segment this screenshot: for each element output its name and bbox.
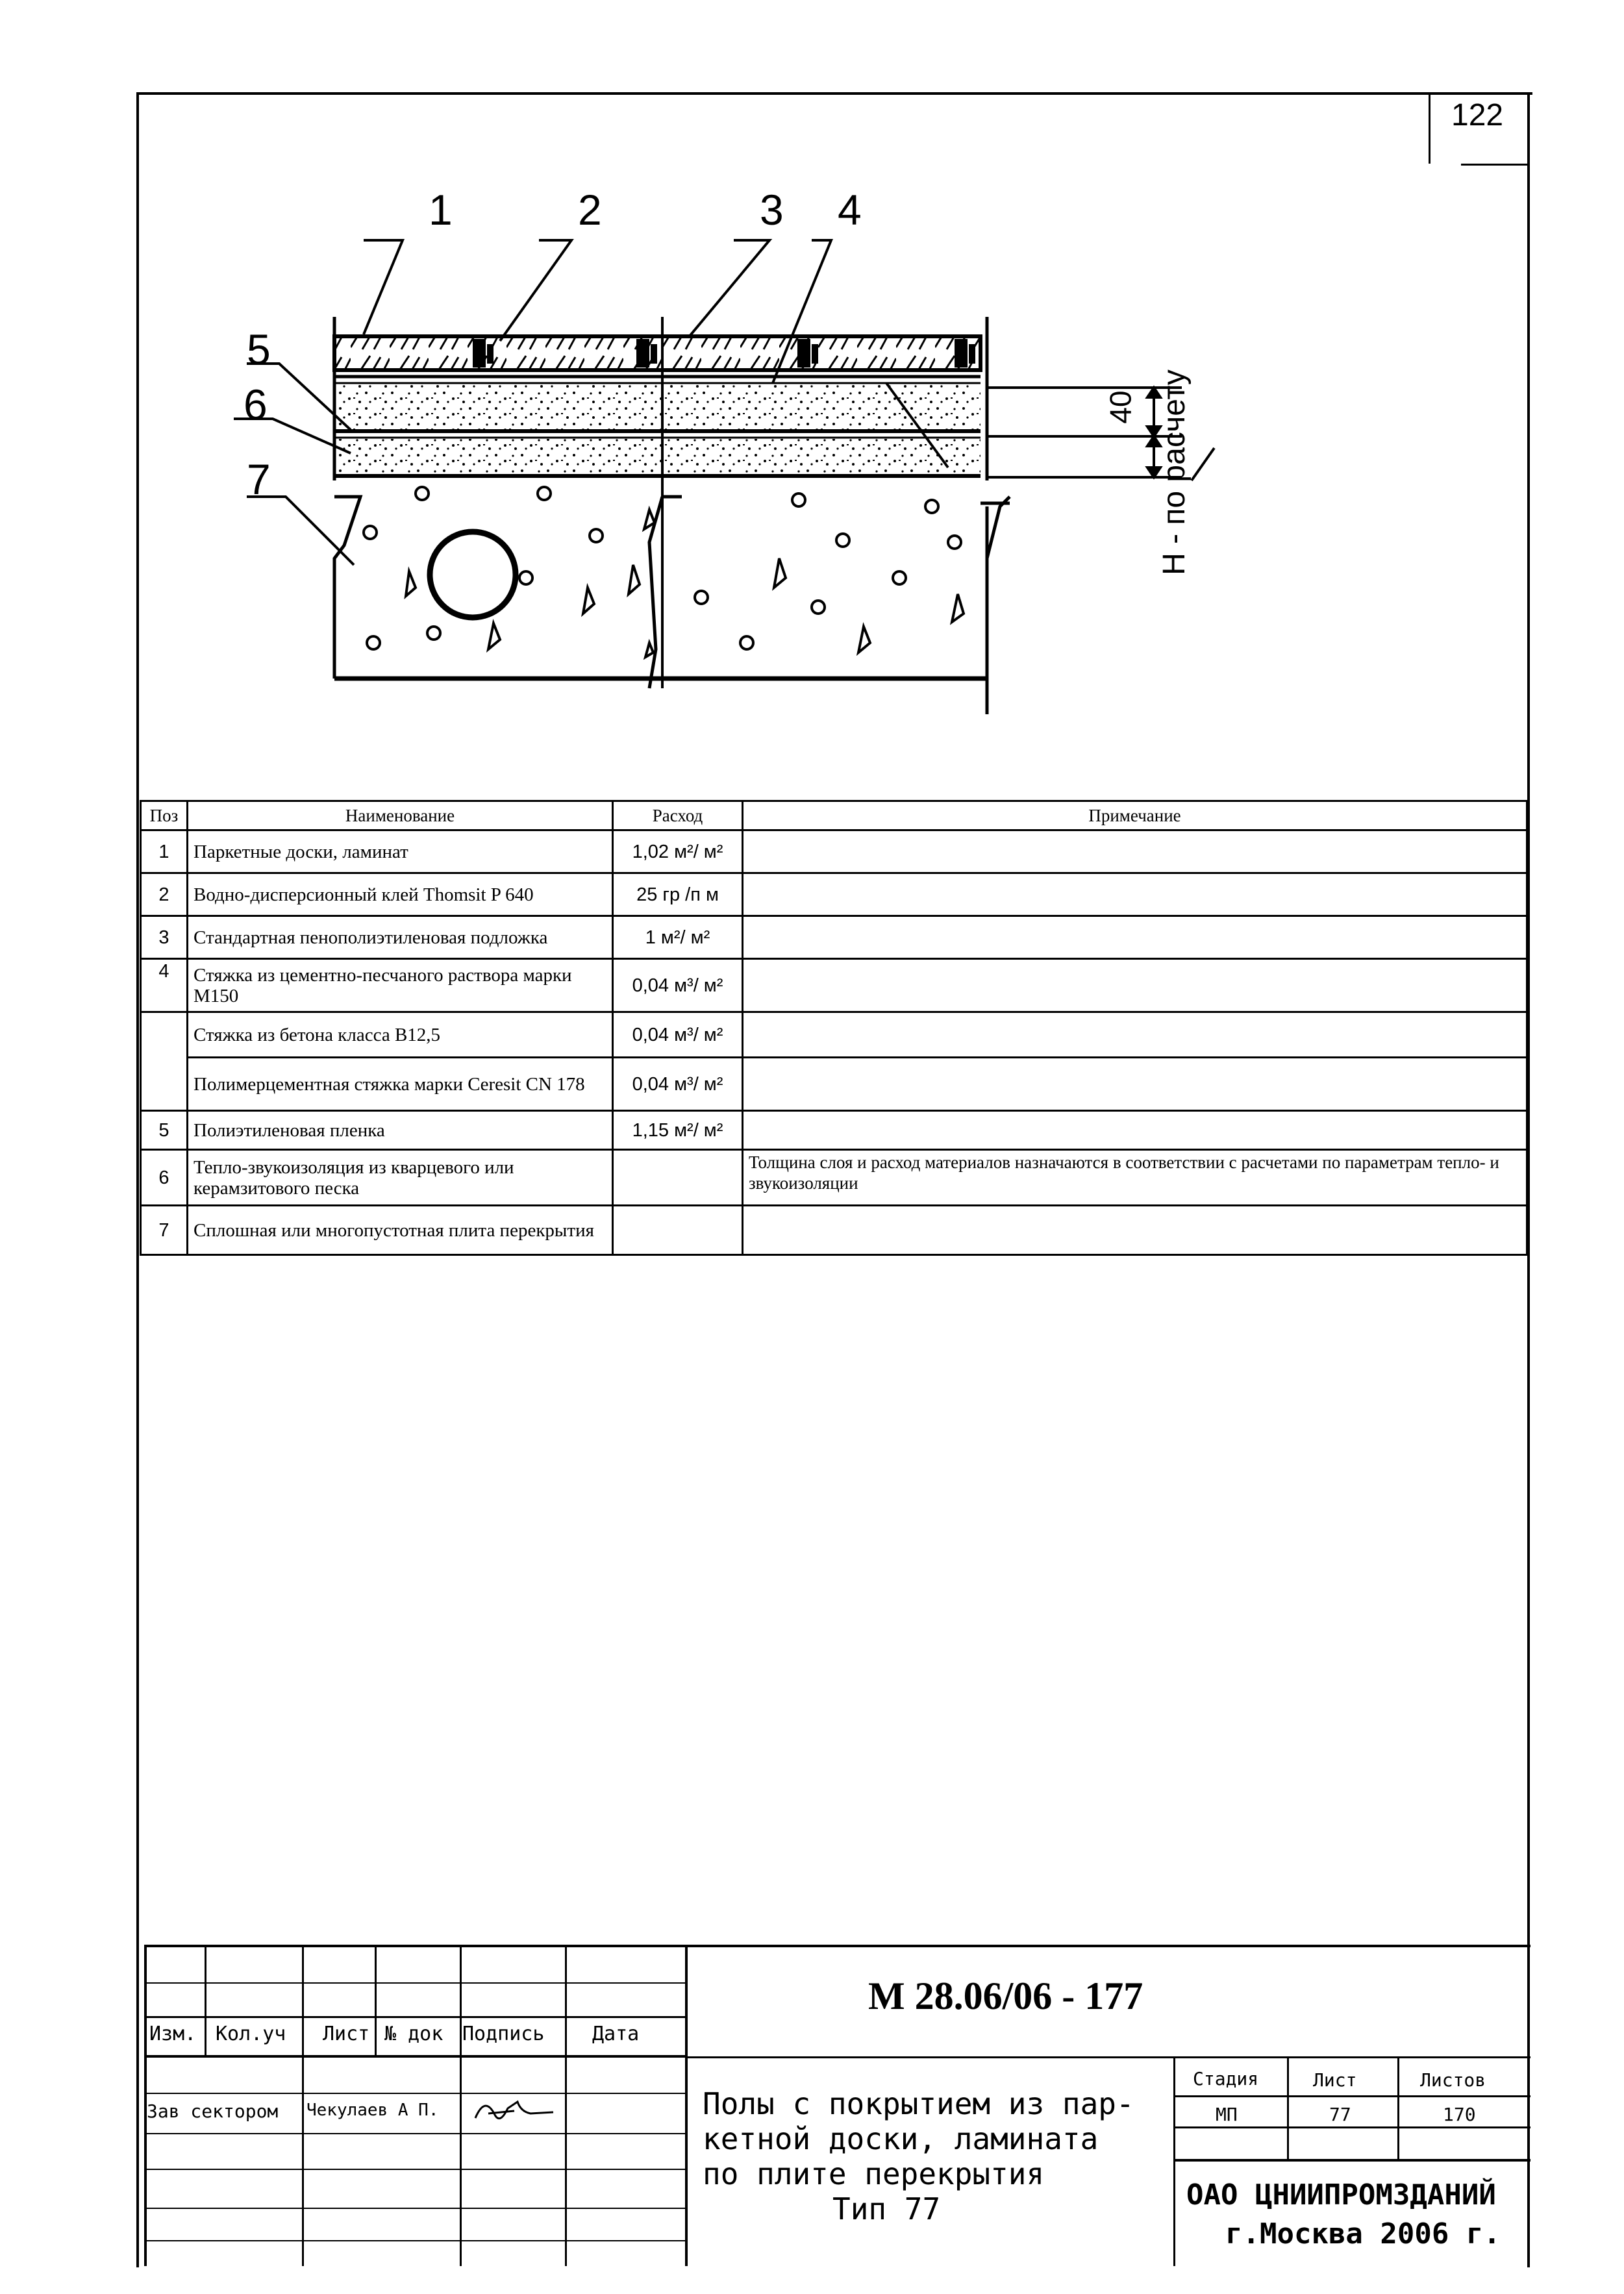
stage-header: Стадия	[1193, 2068, 1259, 2089]
col-header-doc: № док	[384, 2023, 443, 2045]
sheet-value: 77	[1329, 2104, 1351, 2125]
slab-outline	[334, 497, 1010, 714]
table-row: 1 Паркетные доски, ламинат 1,02 м²/ м²	[141, 830, 1527, 873]
sheets-value: 170	[1443, 2104, 1476, 2125]
table-row: 7 Сплошная или многопустотная плита перекрытия	[141, 1206, 1527, 1255]
table-row: 2 Водно-дисперсионный клей Thomsit P 640 25 гр /п м	[141, 873, 1527, 916]
floor-section-drawing	[0, 0, 1624, 747]
organization: ОАО ЦНИИПРОМЗДАНИЙ	[1186, 2178, 1496, 2212]
role-label: Зав сектором	[147, 2101, 279, 2122]
title-line-2: кетной доски, ламината	[703, 2121, 1099, 2156]
table-row: 6 Тепло-звукоизоляция из кварцевого или керамзитового песка Толщина слоя и расход материалов назначаются в соответствии с расчетами по параметрам тепло- и звукоизоляции	[141, 1150, 1527, 1206]
insulation-layer	[334, 439, 981, 475]
col-note-header: Примечание	[743, 801, 1527, 830]
callout-2: 2	[578, 186, 602, 234]
sheets-header: Листов	[1420, 2069, 1486, 2091]
doc-code: М 28.06/06 - 177	[868, 1975, 1143, 2017]
callout-6: 6	[244, 380, 268, 429]
col-header-signature: Подпись	[462, 2023, 545, 2045]
dimension-label: 40	[1103, 390, 1138, 424]
col-header-kolUch: Кол.уч	[216, 2023, 286, 2045]
col-header-date: Дата	[592, 2023, 640, 2045]
title-line-4: Тип 77	[832, 2191, 941, 2226]
sheet-number: 122	[1451, 98, 1504, 132]
title-line-1: Полы с покрытием из пар-	[703, 2086, 1134, 2121]
person-name: Чекулаев А П.	[306, 2101, 439, 2120]
table-row: Стяжка из бетона класса В12,5 0,04 м³/ м²	[141, 1012, 1527, 1058]
callout-7: 7	[247, 455, 271, 503]
title-block	[144, 1945, 1530, 2266]
table-row: 4 Стяжка из цементно-песчаного раствора марки М150 0,04 м³/ м²	[141, 959, 1527, 1012]
callout-1: 1	[429, 186, 453, 234]
col-rate-header: Расход	[613, 801, 743, 830]
hollow-core	[430, 532, 516, 617]
screed-layer	[334, 384, 981, 431]
sheet-header: Лист	[1313, 2069, 1357, 2091]
table-row: 5 Полиэтиленовая пленка 1,15 м²/ м²	[141, 1111, 1527, 1150]
col-name-header: Наименование	[188, 801, 613, 830]
table-row: 3 Стандартная пенополиэтиленовая подложка 1 м²/ м²	[141, 916, 1527, 959]
height-note: H - по расчету	[1156, 369, 1192, 575]
callout-3: 3	[760, 186, 784, 234]
callout-5: 5	[247, 325, 271, 373]
col-pos-header: Поз	[141, 801, 188, 830]
parquet-layer	[334, 336, 981, 370]
spec-table	[140, 800, 1528, 1256]
dimension-lines	[987, 388, 1182, 477]
callout-4: 4	[838, 186, 862, 234]
table-row: Полимерцементная стяжка марки Ceresit CN 178 0,04 м³/ м²	[141, 1058, 1527, 1111]
col-header-list: Лист	[323, 2023, 370, 2045]
signature	[469, 2089, 560, 2128]
concrete-triangles	[406, 510, 964, 657]
stage-value: МП	[1216, 2104, 1238, 2125]
title-line-3: по плите перекрытия	[703, 2156, 1045, 2191]
col-header-izm: Изм.	[149, 2023, 197, 2045]
city-year: г.Москва 2006 г.	[1225, 2217, 1501, 2250]
